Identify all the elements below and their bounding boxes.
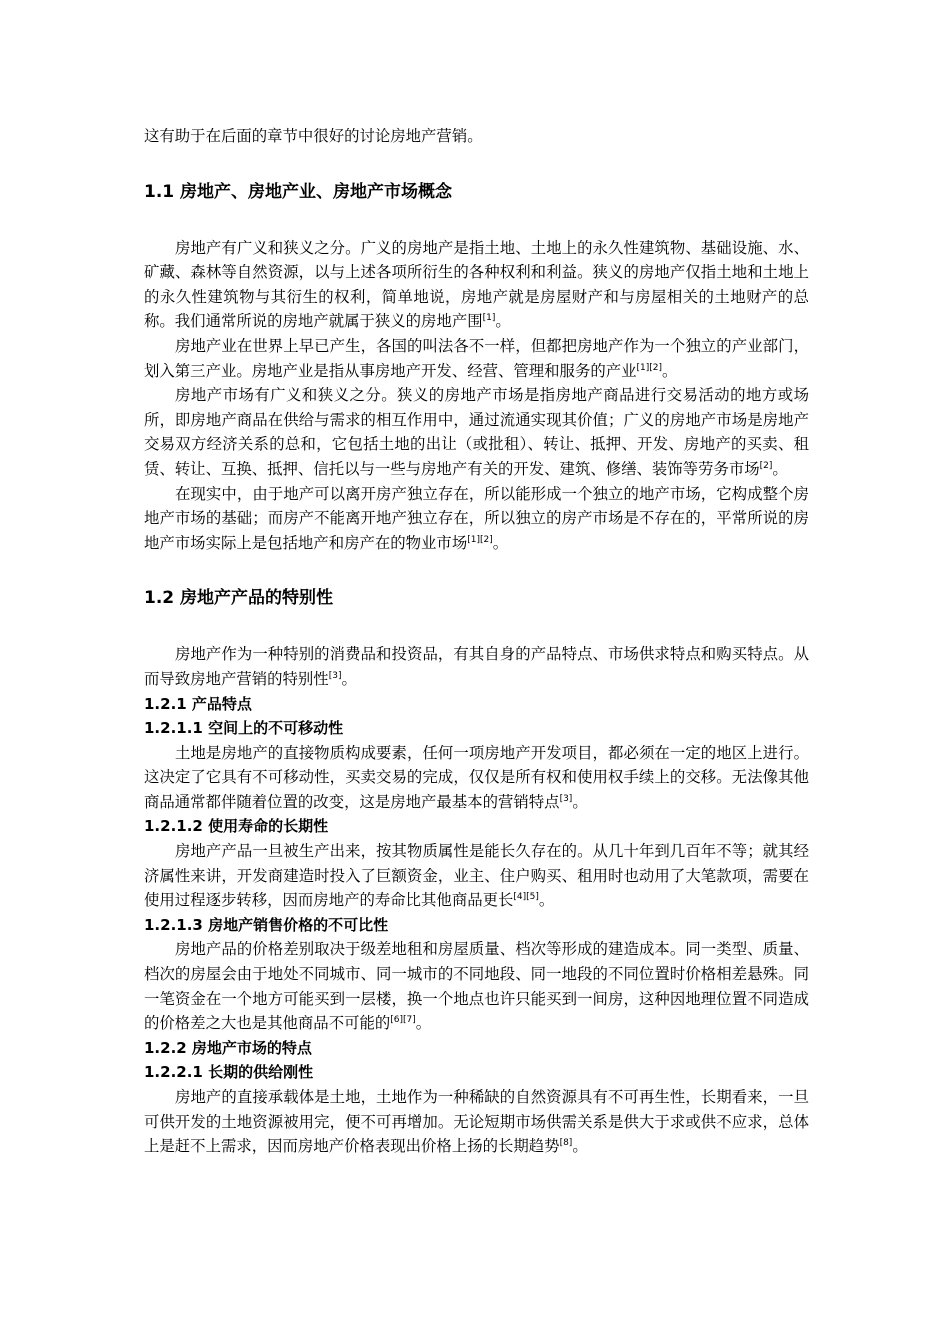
paragraph-supply-rigidity: 房地产的直接承载体是土地，土地作为一种稀缺的自然资源具有不可再生性，长期看来，一旦可供开发的土地资源被用完，便不可再增加。无论短期市场供需关系是供大于求或供不应求，总体上是赶不上需求，因而房地产价格表现出价格上扬的长期趋势[8]。 — [144, 1088, 809, 1156]
document-page — [144, 124, 809, 1159]
section-heading-1-2: 1.2 房地产产品的特别性 — [144, 588, 334, 609]
paragraph-immobility: 土地是房地产的直接物质构成要素，任何一项房地产开发项目，都必须在一定的地区上进行。这决定了它具有不可移动性，买卖交易的完成，仅仅是所有权和使用权手续上的交移。无法像其他商品通常都伴随着位置的改变，这是房地产最基本的营销特点[3]。 — [144, 743, 809, 811]
citation-ref: [3] — [328, 670, 342, 681]
citation-ref: [8] — [559, 1138, 573, 1149]
paragraph-real-estate-definition: 房地产有广义和狭义之分。广义的房地产是指土地、土地上的永久性建筑物、基础设施、水、矿藏、森林等自然资源，以与上述各项所衍生的各种权利和利益。狭义的房地产仅指土地和土地上的永久性建筑物与其衍生的权利，简单地说，房地产就是房屋财产和与房屋相关的土地财产的总称。我们通常所说的房地产就属于狭义的房地产围[1]。 — [144, 238, 809, 331]
spacer — [144, 555, 809, 585]
paragraph-longevity: 房地产产品一旦被生产出来，按其物质属性是能长久存在的。从几十年到几百年不等；就其经济属性来讲，开发商建造时投入了巨额资金，业主、住户购买、租用时也动用了大笔款项，需要在使用过程逐步转移，因而房地产的寿命比其他商品更长[4][5]。 — [144, 842, 809, 910]
subsection-heading-1-2-1-2: 1.2.1.2 使用寿命的长期性 — [144, 817, 329, 836]
subsection-heading-1-2-1-3: 1.2.1.3 房地产销售价格的不可比性 — [144, 915, 389, 934]
paragraph-real-estate-market: 房地产市场有广义和狭义之分。狭义的房地产市场是指房地产商品进行交易活动的地方或场所，即房地产商品在供给与需求的相互作用中，通过流通实现其价值；广义的房地产市场是房地产交易双方经济关系的总和，它包括土地的出让（或批租）、转让、抵押、开发、房地产的买卖、租赁、转让、互换、抵押、信托以与一些与房地产有关的开发、建筑、修缮、装饰等劳务市场[2]。 — [144, 386, 809, 478]
citation-ref: [1] — [482, 313, 496, 324]
citation-ref: [4][5] — [513, 892, 539, 903]
citation-ref: [1][2] — [467, 534, 493, 545]
citation-ref: [3] — [559, 793, 573, 804]
citation-ref: [1][2] — [636, 362, 663, 373]
paragraph-price-incomparability: 房地产品的价格差别取决于级差地租和房屋质量、档次等形成的建造成本。同一类型、质量、档次的房屋会由于地处不同城市、同一城市的不同地段、同一地段的不同位置时价格相差悬殊。同一笔资金在一个地方可能买到一层楼，换一个地点也许只能买到一间房，这种因地理位置不同造成的价格差之大也是其他商品不可能的[6][7]。 — [144, 940, 809, 1033]
paragraph-land-market: 在现实中，由于地产可以离开房产独立存在，所以能形成一个独立的地产市场，它构成整个房地产市场的基础；而房产不能离开地产独立存在，所以独立的房产市场是不存在的，平常所说的房地产市场实际上是包括地产和房产在的物业市场[1][2]。 — [144, 484, 809, 552]
spacer — [144, 205, 809, 236]
paragraph-product-particularity: 房地产作为一种特别的消费品和投资品，有其自身的产品特点、市场供求特点和购买特点。从而导致房地产营销的特别性[3]。 — [144, 645, 809, 688]
section-heading-1-1: 1.1 房地产、房地产业、房地产市场概念 — [144, 181, 453, 202]
spacer — [144, 611, 809, 642]
citation-ref: [6][7] — [390, 1015, 416, 1026]
spacer — [144, 149, 809, 179]
paragraph-real-estate-industry: 房地产业在世界上早已产生，各国的叫法各不一样，但都把房地产作为一个独立的产业部门，划入第三产业。房地产业是指从事房地产开发、经营、管理和服务的产业[1][2]。 — [144, 336, 809, 380]
subsection-heading-1-2-1-1: 1.2.1.1 空间上的不可移动性 — [144, 719, 344, 738]
subsection-heading-1-2-2: 1.2.2 房地产市场的特点 — [144, 1038, 312, 1057]
intro-paragraph: 这有助于在后面的章节中很好的讨论房地产营销。 — [144, 127, 483, 145]
citation-ref: [2] — [759, 460, 773, 471]
subsection-heading-1-2-2-1: 1.2.2.1 长期的供给刚性 — [144, 1063, 314, 1082]
subsection-heading-1-2-1: 1.2.1 产品特点 — [144, 694, 252, 713]
